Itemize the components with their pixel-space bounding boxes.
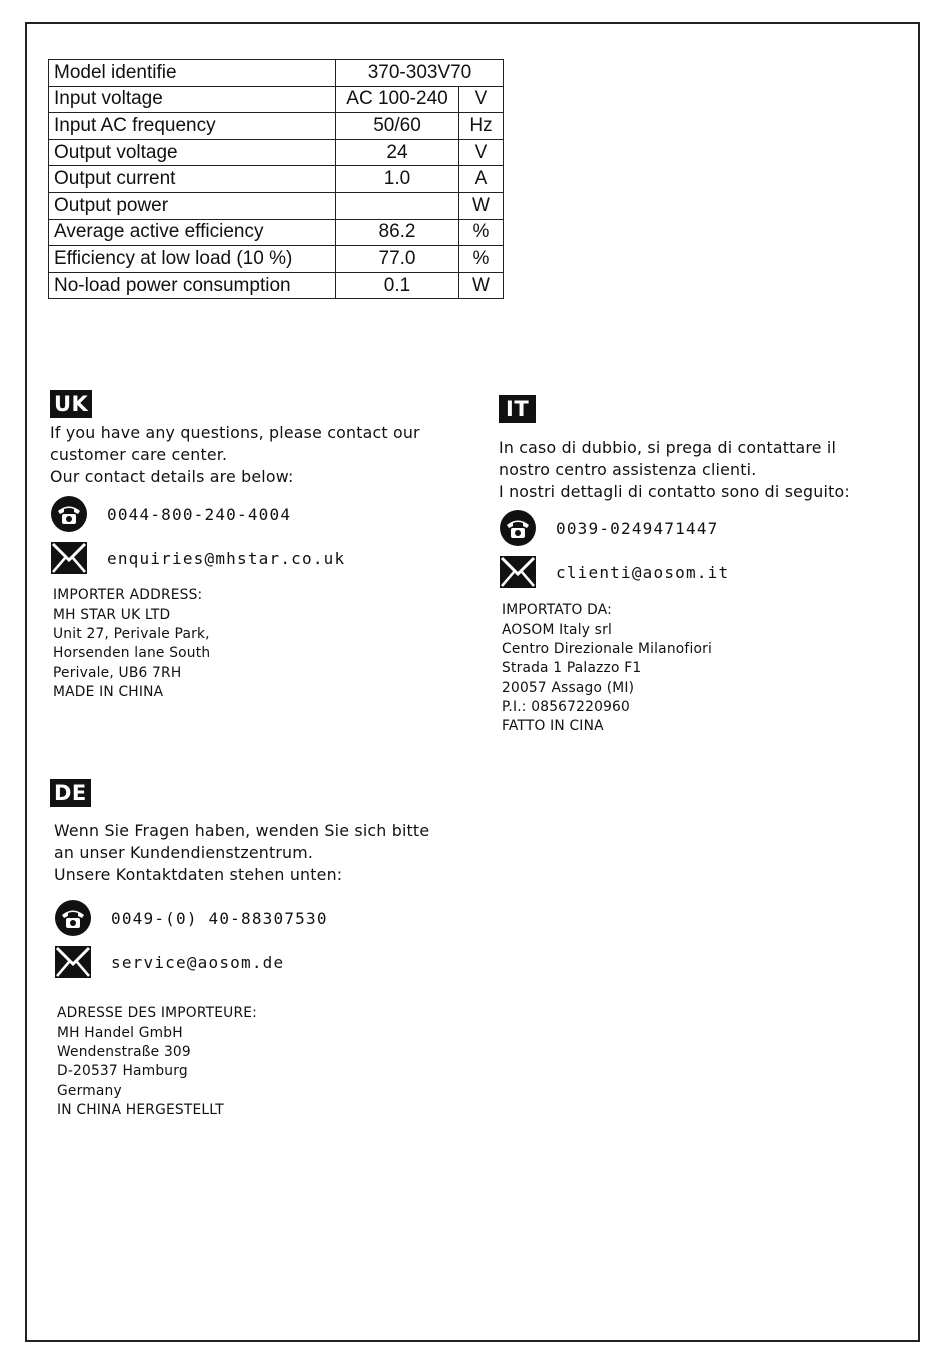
table-cell-model-value: 370-303V70 [336,60,504,87]
de-email-address: service@aosom.de [111,952,285,972]
table-cell-unit: % [459,219,504,246]
table-cell-label: Efficiency at low load (10 %) [49,246,336,273]
intro-line: In caso di dubbio, si prega di contattare il [499,438,837,457]
table-cell-unit: % [459,246,504,273]
uk-email-address: enquiries@mhstar.co.uk [107,548,346,568]
table-cell-value: 86.2 [336,219,459,246]
table-cell-label: Model identifie [49,60,336,87]
address-line: IN CHINA HERGESTELLT [57,1101,224,1118]
table-cell-label: Input AC frequency [49,113,336,140]
table-cell-unit: A [459,166,504,193]
address-line: ADRESSE DES IMPORTEURE: [57,1005,257,1022]
table-row [49,166,504,193]
de-email-row [54,942,470,982]
de-intro [54,820,470,885]
address-line: Strada 1 Palazzo F1 [502,660,642,677]
it-badge: IT [499,395,536,423]
de-phone-row [54,898,470,938]
address-line: 20057 Assago (MI) [502,679,635,696]
uk-intro [50,422,470,487]
table-cell-value: 1.0 [336,166,459,193]
specification-table [48,59,504,299]
table-row [49,192,504,219]
intro-line: Unsere Kontaktdaten stehen unten: [54,864,343,884]
envelope-icon [50,539,88,577]
it-section [499,395,919,736]
intro-line: Our contact details are below: [50,466,294,486]
table-cell-unit: Hz [459,113,504,140]
table-cell-unit: W [459,272,504,299]
table-cell-unit: V [459,86,504,113]
table-row [49,60,504,87]
uk-email-row [50,538,470,578]
table-cell-label: Average active efficiency [49,219,336,246]
table-cell-label: Output current [49,166,336,193]
uk-phone-row [50,494,470,534]
de-badge: DE [50,779,91,807]
telephone-icon [54,899,92,937]
address-line: IMPORTATO DA: [502,602,612,619]
address-line: AOSOM Italy srl [502,621,612,638]
it-importer-address [502,601,919,736]
envelope-icon [54,943,92,981]
table-cell-value: 77.0 [336,246,459,273]
table-cell-label: No-load power consumption [49,272,336,299]
address-line: FATTO IN CINA [502,718,604,735]
address-line: Wendenstraße 309 [57,1043,191,1060]
table-cell-value: 50/60 [336,113,459,140]
table-row [49,86,504,113]
intro-line: nostro centro assistenza clienti. [499,459,757,479]
table-row [49,246,504,273]
table-cell-label: Input voltage [49,86,336,113]
intro-line: an unser Kundendienstzentrum. [54,842,314,862]
address-line: Centro Direzionale Milanofiori [502,640,713,657]
table-row [49,219,504,246]
table-cell-unit: V [459,139,504,166]
table-cell-unit: W [459,192,504,219]
intro-line: I nostri dettagli di contatto sono di seguito: [499,481,850,501]
uk-importer-address [53,586,470,702]
table-cell-label: Output voltage [49,139,336,166]
it-email-row [499,552,919,592]
address-line: MH Handel GmbH [57,1024,183,1041]
address-line: Germany [57,1082,122,1099]
table-row [49,139,504,166]
address-line: D-20537 Hamburg [57,1063,188,1080]
address-line: P.I.: 08567220960 [502,698,631,715]
it-phone-number: 0039-0249471447 [556,518,719,538]
table-cell-value: 0.1 [336,272,459,299]
telephone-icon [50,495,88,533]
intro-line: If you have any questions, please contact our [50,423,420,442]
table-cell-value: 24 [336,139,459,166]
address-line: IMPORTER ADDRESS: [53,587,203,604]
telephone-icon [499,509,537,547]
table-cell-value: AC 100-240 [336,86,459,113]
uk-section [50,390,470,702]
uk-phone-number: 0044-800-240-4004 [107,504,292,524]
address-line: MH STAR UK LTD [53,606,171,623]
address-line: Unit 27, Perivale Park, [53,625,210,642]
de-phone-number: 0049-(0) 40-88307530 [111,908,328,928]
envelope-icon [499,553,537,591]
uk-badge: UK [50,390,92,418]
intro-line: customer care center. [50,444,228,464]
it-phone-row [499,508,919,548]
address-line: Horsenden lane South [53,645,211,662]
de-section [50,779,470,1120]
address-line: MADE IN CHINA [53,683,164,700]
address-line: Perivale, UB6 7RH [53,664,182,681]
table-cell-label: Output power [49,192,336,219]
it-intro [499,437,919,502]
table-row [49,113,504,140]
de-importer-address [57,1004,470,1120]
table-cell-value [336,192,459,219]
intro-line: Wenn Sie Fragen haben, wenden Sie sich bitte [54,821,430,840]
table-row [49,272,504,299]
it-email-address: clienti@aosom.it [556,562,730,582]
